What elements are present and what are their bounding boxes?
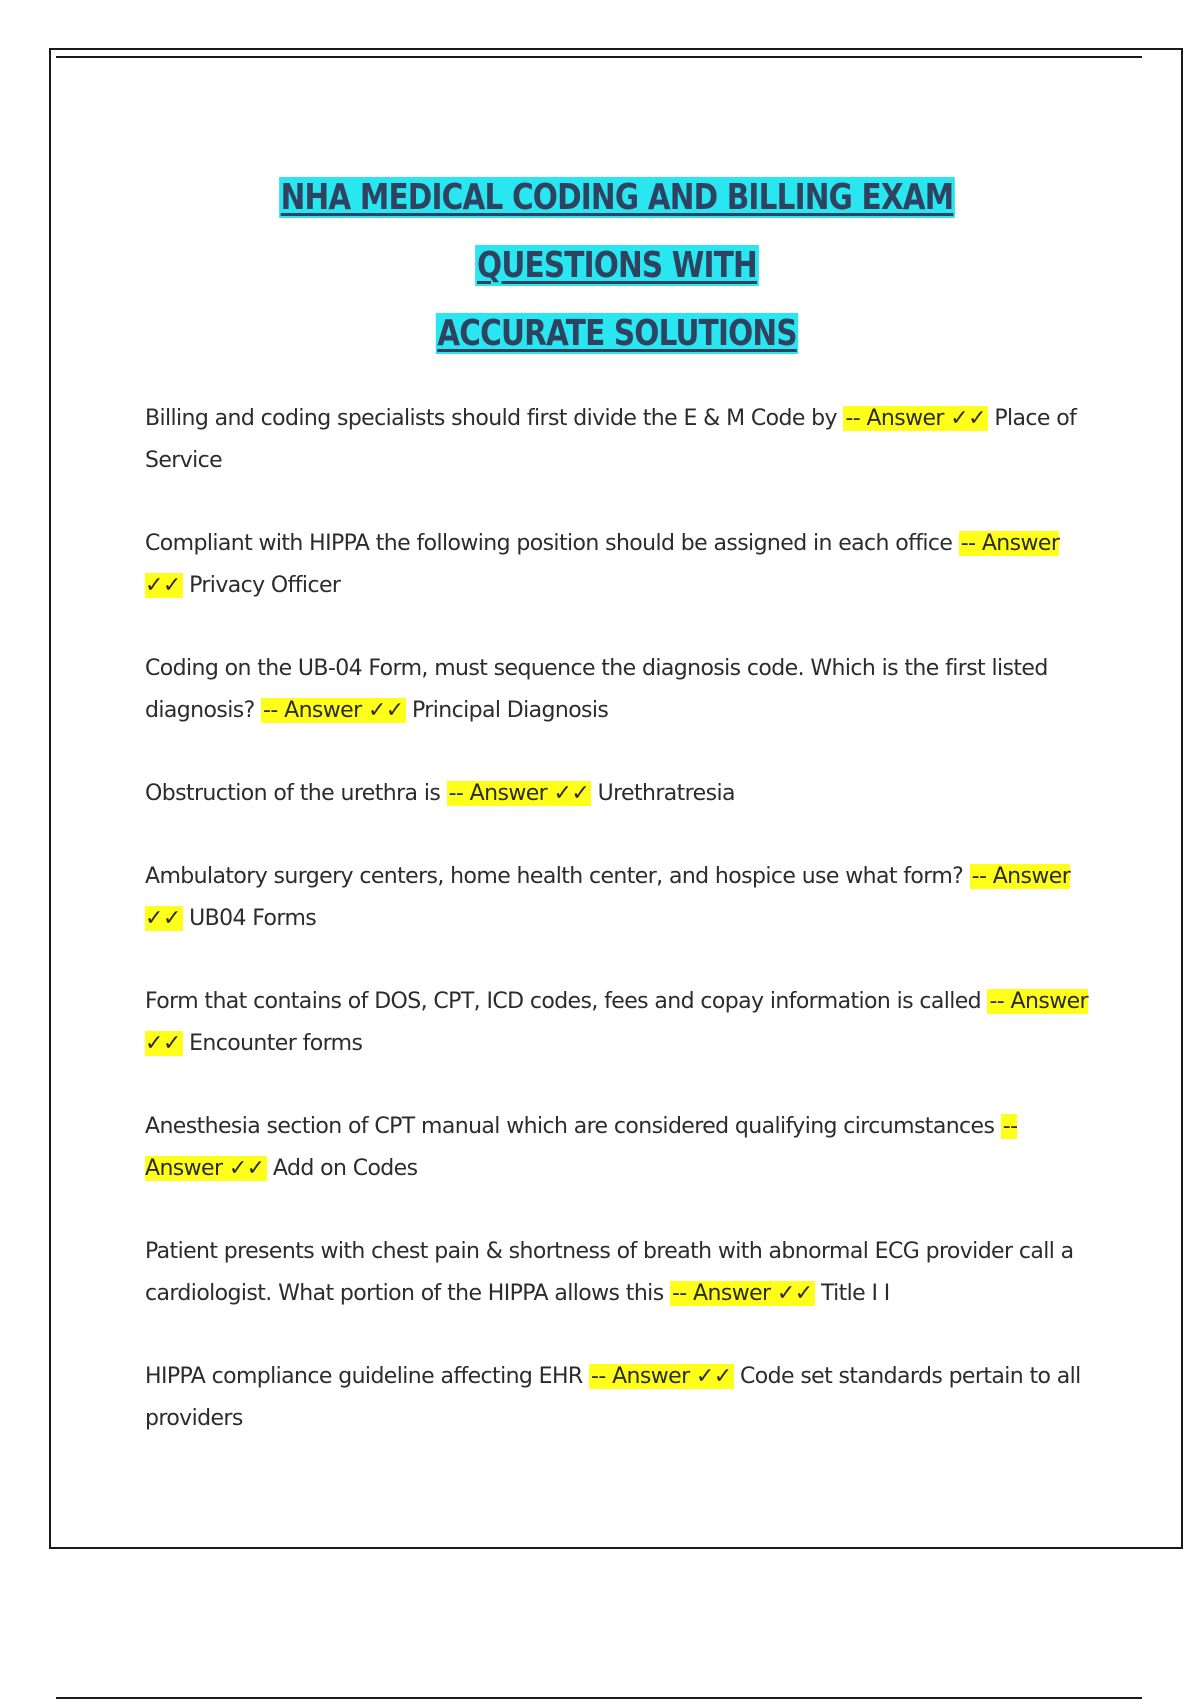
qa-item xyxy=(145,981,1095,1065)
qa-item xyxy=(145,523,1095,607)
qa-item xyxy=(145,1356,1095,1440)
bottom-rule xyxy=(56,1697,1142,1699)
qa-item xyxy=(145,1106,1095,1190)
answer-marker: -- Answer ✓✓ xyxy=(145,864,1071,931)
answer-text: Principal Diagnosis xyxy=(412,698,609,723)
document-title xyxy=(193,164,1041,368)
answer-text: Urethratresia xyxy=(597,781,735,806)
answer-text: Place of Service xyxy=(145,406,1077,473)
question-text: Billing and coding specialists should first divide the E & M Code by xyxy=(145,406,837,431)
answer-marker: -- Answer ✓✓ xyxy=(448,781,590,806)
answer-text: Add on Codes xyxy=(272,1156,418,1181)
answer-marker: -- Answer ✓✓ xyxy=(145,531,1060,598)
answer-marker: -- Answer ✓✓ xyxy=(263,698,404,723)
qa-item xyxy=(145,398,1095,482)
qa-item xyxy=(145,1231,1095,1315)
qa-item xyxy=(145,856,1095,940)
answer-text: UB04 Forms xyxy=(189,906,317,931)
question-text: Coding on the UB-04 Form, must sequence the diagnosis code. Which is the first listed diagnosis? xyxy=(145,656,1048,723)
question-text: HIPPA compliance guideline affecting EHR xyxy=(145,1364,583,1389)
answer-marker: -- Answer ✓✓ xyxy=(145,989,1088,1056)
question-text: Anesthesia section of CPT manual which are considered qualifying circumstances xyxy=(145,1114,995,1139)
answer-marker: -- Answer ✓✓ xyxy=(845,406,986,431)
question-text: Obstruction of the urethra is xyxy=(145,781,441,806)
answer-text: Title I I xyxy=(820,1281,890,1306)
answer-marker: -- Answer ✓✓ xyxy=(145,1114,1018,1181)
title-line-1: NHA MEDICAL CODING AND BILLING EXAM QUESTIONS WITH xyxy=(280,177,954,287)
top-rule xyxy=(56,56,1142,58)
question-text: Compliant with HIPPA the following position should be assigned in each office xyxy=(145,531,953,556)
qa-item xyxy=(145,773,1095,815)
question-text: Ambulatory surgery centers, home health center, and hospice use what form? xyxy=(145,864,964,889)
qa-item xyxy=(145,648,1095,732)
answer-text: Encounter forms xyxy=(189,1031,363,1056)
question-text: Form that contains of DOS, CPT, ICD codes, fees and copay information is called xyxy=(145,989,982,1014)
question-text: Patient presents with chest pain & shortness of breath with abnormal ECG provider call a cardiologist. What portion of the HIPPA allows this xyxy=(145,1239,1074,1306)
qa-list xyxy=(145,398,1095,1481)
title-line-2: ACCURATE SOLUTIONS xyxy=(437,313,797,355)
answer-marker: -- Answer ✓✓ xyxy=(591,1364,732,1389)
answer-marker: -- Answer ✓✓ xyxy=(671,1281,813,1306)
answer-text: Privacy Officer xyxy=(189,573,341,598)
answer-text: Code set standards pertain to all providers xyxy=(145,1364,1081,1431)
